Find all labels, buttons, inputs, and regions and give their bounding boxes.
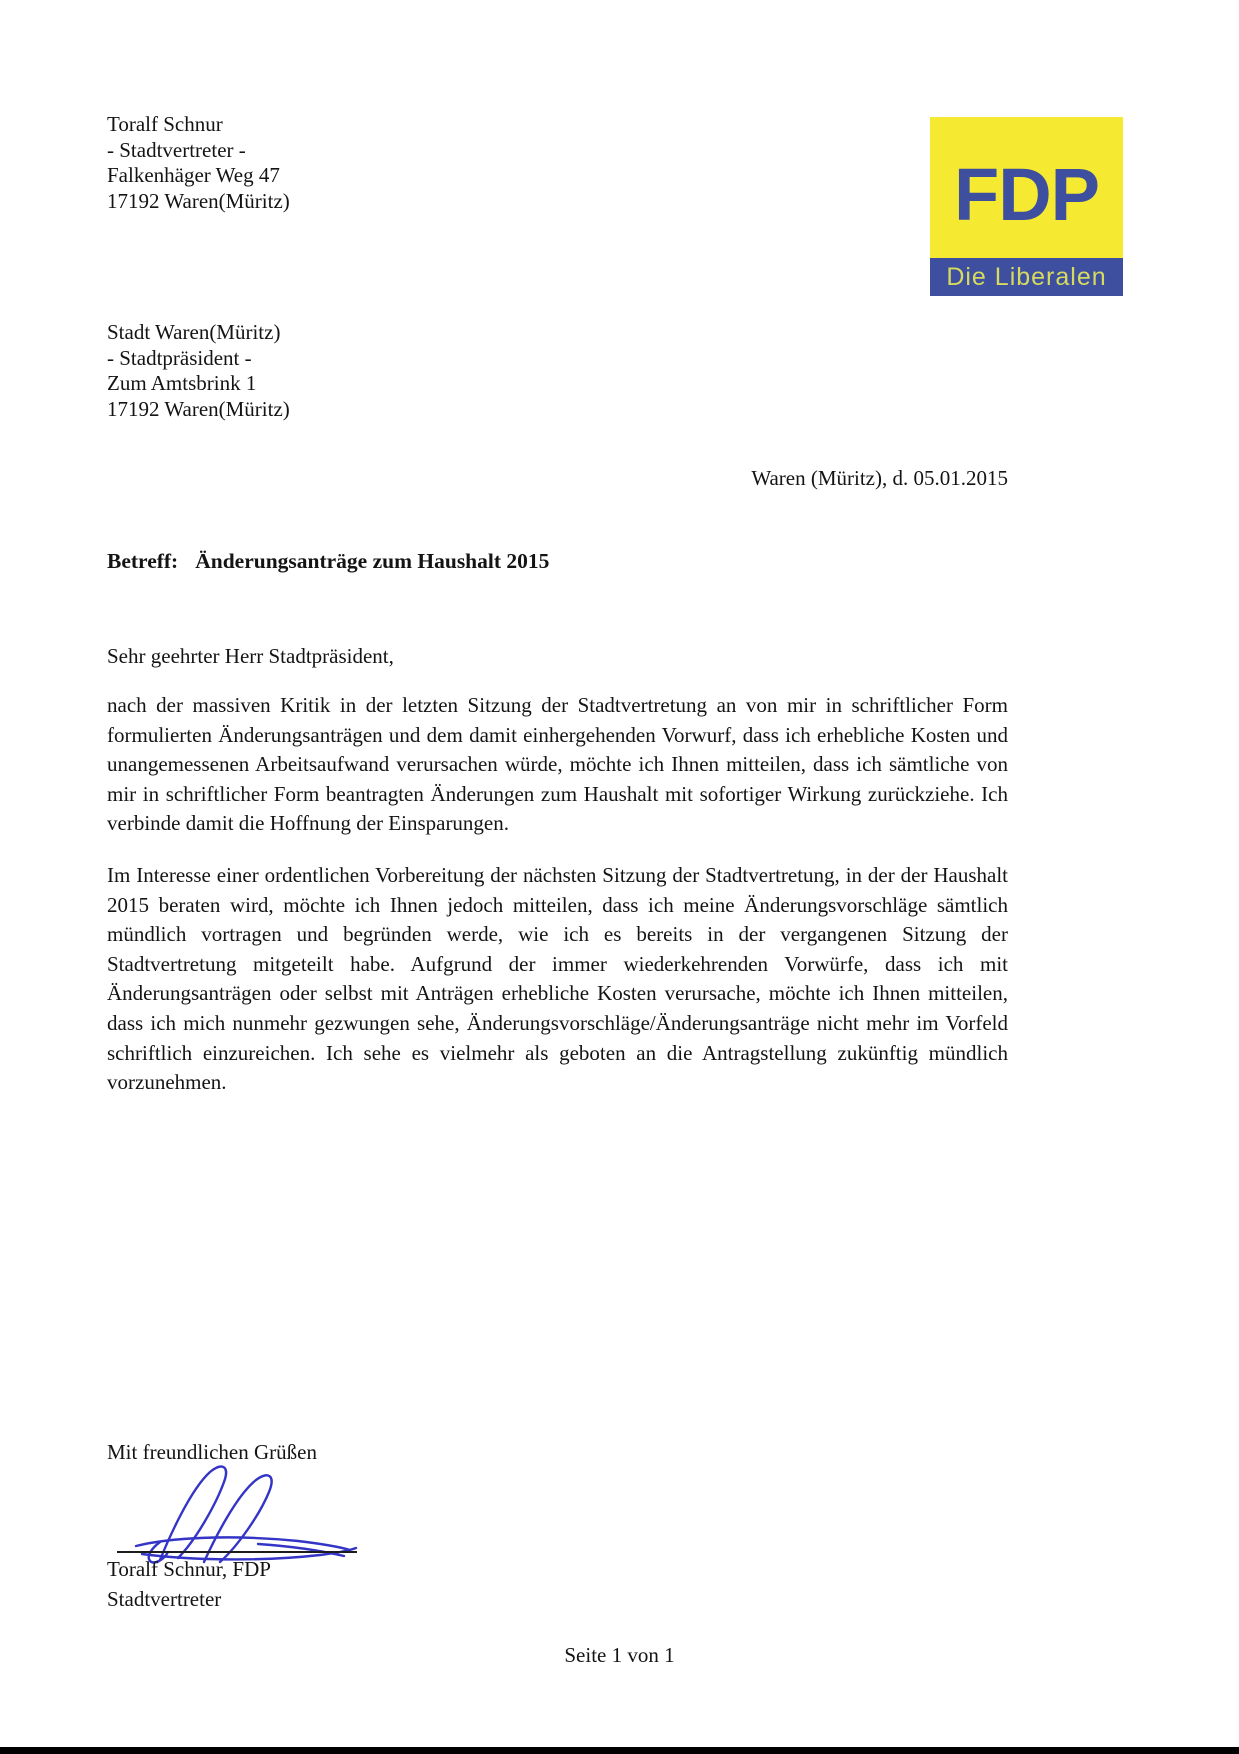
sender-name: Toralf Schnur — [107, 112, 223, 136]
recipient-address-block — [107, 320, 290, 422]
signer-name: Toralf Schnur, FDP — [107, 1557, 271, 1581]
fdp-logo-yellow-field — [930, 117, 1123, 258]
date-line: Waren (Müritz), d. 05.01.2015 — [751, 466, 1008, 490]
subject-label: Betreff: — [107, 549, 179, 573]
sender-street: Falkenhäger Weg 47 — [107, 163, 280, 188]
sender-city: 17192 Waren(Müritz) — [107, 188, 290, 213]
signature-line — [117, 1551, 357, 1553]
signer-role: Stadtvertreter — [107, 1587, 222, 1611]
page-number-footer: Seite 1 von 1 — [564, 1643, 675, 1667]
subject-text: Änderungsanträge zum Haushalt 2015 — [195, 549, 550, 573]
subject-line — [107, 549, 549, 574]
salutation: Sehr geehrter Herr Stadtpräsident, — [107, 644, 394, 668]
recipient-title: - Stadtpräsident - — [107, 345, 252, 370]
fdp-tagline: Die Liberalen — [946, 262, 1107, 291]
fdp-wordmark: FDP — [954, 152, 1099, 236]
closing-greeting: Mit freundlichen Grüßen — [107, 1440, 317, 1464]
fdp-logo-blue-bar — [930, 258, 1123, 296]
sender-address-block — [107, 112, 290, 214]
sender-title: - Stadtvertreter - — [107, 137, 246, 162]
recipient-city: 17192 Waren(Müritz) — [107, 396, 290, 421]
recipient-street: Zum Amtsbrink 1 — [107, 371, 257, 396]
fdp-logo — [930, 117, 1123, 296]
recipient-name: Stadt Waren(Müritz) — [107, 320, 281, 344]
body-paragraph-2: Im Interesse einer ordentlichen Vorbereitung der nächsten Sitzung der Stadtvertretung, in der der Haushalt 2015 beraten wird, möchte ich Ihnen jedoch mitteilen, dass ich meine Änderungsvorschläge sämtlich mündlich vortragen und begründen werde, wie ich es bereits in der vergangenen Sitzung der Stadtvertretung mitgeteilt habe. Aufgrund der immer wiederkehrenden Vorwürfe, dass ich mit Änderungsanträgen oder selbst mit Anträgen erhebliche Kosten verursache, möchte ich Ihnen mitteilen, dass ich mich nunmehr gezwungen sehe, Änderungsvorschläge/Änderungsanträge nicht mehr im Vorfeld schriftlich einzureichen. Ich sehe es vielmehr als geboten an die Antragstellung zukünftig mündlich vorzunehmen. — [107, 863, 1008, 1095]
scan-artifact-bottom-bar — [0, 1747, 1239, 1754]
body-paragraph-1: nach der massiven Kritik in der letzten Sitzung der Stadtvertretung an von mir in schriftlicher Form formulierten Änderungsanträgen und dem damit einhergehenden Vorwurf, dass ich erhebliche Kosten und unangemessenen Arbeitsaufwand verursachen würde, möchte ich Ihnen mitteilen, dass ich sämtliche von mir in schriftlicher Form beantragten Änderungen zum Haushalt mit sofortiger Wirkung zurückziehe. Ich verbinde damit die Hoffnung der Einsparungen. — [107, 693, 1008, 836]
